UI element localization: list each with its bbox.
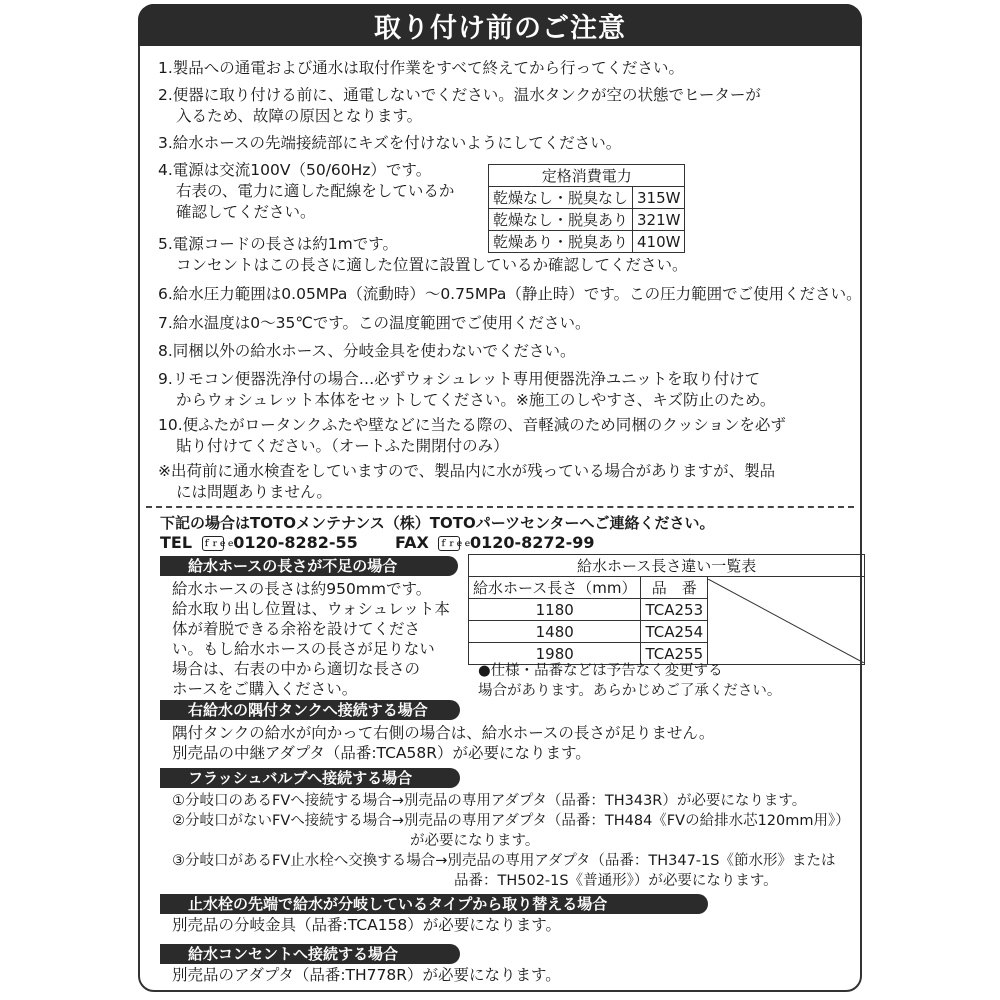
item-5: 5.電源コードの長さは約1mです。 xyxy=(158,235,399,253)
item-1: 1.製品への通電および通水は取付作業をすべて終えてから行ってください。 xyxy=(158,59,684,77)
power-row-label: 乾燥あり・脱臭あり xyxy=(489,231,633,253)
power-row-value: 321W xyxy=(633,209,685,231)
section-header-branch: 止水栓の先端で給水が分岐しているタイプから取り替える場合 xyxy=(160,894,708,914)
power-row-label: 乾燥なし・脱臭なし xyxy=(489,187,633,209)
right-tank-line: 別売品の中継アダプタ（品番:TCA58R）が必要になります。 xyxy=(172,744,591,762)
hose-code: TCA253 xyxy=(641,599,708,621)
section-header-right-tank: 右給水の隅付タンクへ接続する場合 xyxy=(160,700,460,720)
hose-short-line: い。もし給水ホースの長さが足りない xyxy=(172,640,435,658)
outlet-line: 別売品のアダプタ（品番:TH778R）が必要になります。 xyxy=(172,966,561,984)
fax-number: 0120-8272-99 xyxy=(469,533,595,552)
hose-short-line: 場合は、右表の中から適切な長さの xyxy=(172,660,421,678)
item-3: 3.給水ホースの先端接続部にキズを付けないようにしてください。 xyxy=(158,134,622,152)
flush-valve-line: が必要になります。 xyxy=(410,833,540,849)
flush-valve-line: ②分岐口がないFVへ接続する場合→別売品の専用アダプタ（品番：TH484《FVの給排水芯120mm用》） xyxy=(172,813,850,829)
item-10: 10.便ふたがロータンクふたや壁などに当たる際の、音軽減のため同梱のクッションを必ず xyxy=(158,416,786,434)
hose-table-caption: 給水ホース長さ違い一覧表 xyxy=(469,555,865,577)
freedial-icon: ｆｒｅｅ xyxy=(202,536,224,551)
item-10-cont: 貼り付けてください。（オートふた開閉付のみ） xyxy=(176,437,509,455)
page-title: 取り付け前のご注意 xyxy=(138,4,862,46)
item-5-cont: コンセントはこの長さに適した位置に設置しているか確認してください。 xyxy=(176,256,688,274)
spec-note-cont: 場合があります。あらかじめご了承ください。 xyxy=(478,683,782,699)
item-9: 9.リモコン便器洗浄付の場合…必ずウォシュレット専用便器洗浄ユニットを取り付けて xyxy=(158,370,761,388)
contact-numbers xyxy=(160,532,595,554)
item-4-cont: 右表の、電力に適した配線をしているか xyxy=(176,182,455,200)
hose-length: 1480 xyxy=(469,621,641,643)
flush-valve-line: 品番：TH502-1S《普通形》）が必要になります。 xyxy=(454,873,778,889)
inspection-note-cont: には問題ありません。 xyxy=(176,483,332,501)
hose-table-col-length: 給水ホース長さ（mm） xyxy=(469,577,641,599)
branch-line: 別売品の分岐金具（品番:TCA158）が必要になります。 xyxy=(172,916,562,934)
hose-table-blank xyxy=(708,577,865,665)
hose-short-line: 体が着脱できる余裕を設けてくださ xyxy=(172,620,421,638)
flush-valve-line: ③分岐口があるFV止水栓へ交換する場合→別売品の専用アダプタ（品番：TH347-1S《節水形》または xyxy=(172,853,836,869)
item-4-cont2: 確認してください。 xyxy=(176,203,316,221)
item-8: 8.同梱以外の給水ホース、分岐金具を使わないでください。 xyxy=(158,342,576,360)
item-7: 7.給水温度は0～35℃です。この温度範囲でご使用ください。 xyxy=(158,314,591,332)
hose-table-col-code: 品 番 xyxy=(641,577,708,599)
hose-short-line: 給水ホースの長さは約950mmです。 xyxy=(172,580,432,598)
tel-label: TEL xyxy=(160,533,193,552)
flush-valve-line: ①分岐口のあるFVへ接続する場合→別売品の専用アダプタ（品番：TH343R）が必要になります。 xyxy=(172,793,807,809)
item-2: 2.便器に取り付ける前に、通電しないでください。温水タンクが空の状態でヒーターが xyxy=(158,86,761,104)
item-2-cont: 入るため、故障の原因となります。 xyxy=(176,107,423,125)
divider xyxy=(146,506,854,508)
power-row-label: 乾燥なし・脱臭あり xyxy=(489,209,633,231)
section-header-outlet: 給水コンセントへ接続する場合 xyxy=(160,944,460,964)
power-table xyxy=(488,164,685,253)
item-6: 6.給水圧力範囲は0.05MPa（流動時）～0.75MPa（静止時）です。この圧力範囲でご使用ください。 xyxy=(158,285,862,303)
diagonal-line xyxy=(708,579,864,663)
hose-code: TCA255 xyxy=(641,643,708,665)
power-row-value: 410W xyxy=(633,231,685,253)
section-header-hose-short: 給水ホースの長さが不足の場合 xyxy=(160,556,458,576)
inspection-note: ※出荷前に通水検査をしていますので、製品内に水が残っている場合がありますが、製品 xyxy=(158,462,776,480)
hose-length: 1980 xyxy=(469,643,641,665)
tel-number: 0120-8282-55 xyxy=(233,533,358,552)
hose-length-table xyxy=(468,554,865,665)
hose-code: TCA254 xyxy=(641,621,708,643)
power-row-value: 315W xyxy=(633,187,685,209)
hose-short-line: ホースをご購入ください。 xyxy=(172,680,358,698)
right-tank-line: 隅付タンクの給水が向かって右側の場合は、給水ホースの長さが足りません。 xyxy=(172,724,715,742)
spec-note: ●仕様・品番などは予告なく変更する xyxy=(478,663,723,679)
freedial-icon: ｆｒｅｅ xyxy=(438,536,460,551)
power-table-header: 定格消費電力 xyxy=(489,165,685,187)
section-header-flush-valve: フラッシュバルブへ接続する場合 xyxy=(160,768,460,788)
item-9-cont: からウォシュレット本体をセットしてください。※施工のしやすさ、キズ防止のため。 xyxy=(176,391,776,409)
hose-short-line: 給水取り出し位置は、ウォシュレット本 xyxy=(172,600,450,618)
contact-line: 下記の場合はTOTOメンテナンス（株）TOTOパーツセンターへご連絡ください。 xyxy=(160,514,715,532)
fax-label: FAX xyxy=(394,533,429,552)
hose-length: 1180 xyxy=(469,599,641,621)
item-4: 4.電源は交流100V（50/60Hz）です。 xyxy=(158,161,432,179)
